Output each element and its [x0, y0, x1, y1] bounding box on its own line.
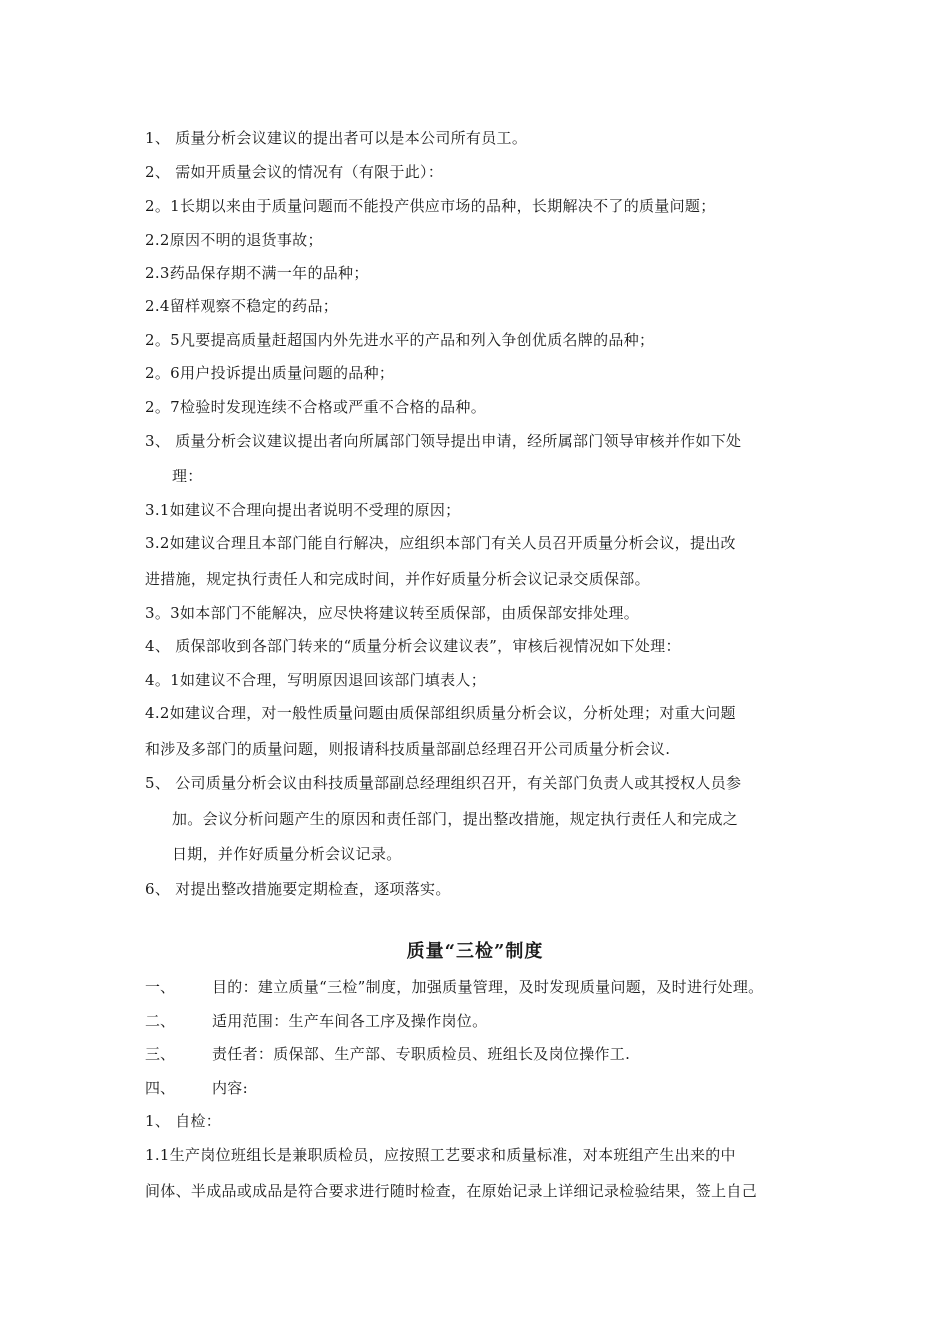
section-number: 四、 — [145, 1079, 176, 1097]
section-number: 二、 — [145, 1012, 176, 1030]
text-line: 和涉及多部门的质量问题，则报请科技质量部副总经理召开公司质量分析会议. — [145, 740, 671, 758]
section-title: 质量“三检”制度 — [406, 941, 544, 962]
section-text: 内容: — [212, 1079, 248, 1097]
text-line: 4、 质保部收到各部门转来的“质量分析会议建议表”，审核后视情况如下处理： — [145, 637, 681, 655]
text-line: 日期，并作好质量分析会议记录。 — [172, 845, 402, 863]
text-line: 3.2如建议合理且本部门能自行解决，应组织本部门有关人员召开质量分析会议，提出改 — [145, 534, 736, 552]
text-line: 进措施，规定执行责任人和完成时间，并作好质量分析会议记录交质保部。 — [145, 570, 650, 588]
text-line: 2。1长期以来由于质量问题而不能投产供应市场的品种，长期解决不了的质量问题； — [145, 197, 716, 215]
text-line: 1、 自检： — [145, 1112, 222, 1130]
text-line: 2.4留样观察不稳定的药品； — [145, 297, 339, 315]
text-line: 1、 质量分析会议建议的提出者可以是本公司所有员工。 — [145, 129, 528, 147]
text-line: 6、 对提出整改措施要定期检查，逐项落实。 — [145, 880, 451, 898]
section-text: 责任者：质保部、生产部、专职质检员、班组长及岗位操作工. — [212, 1045, 631, 1063]
text-line: 加。会议分析问题产生的原因和责任部门，提出整改措施，规定执行责任人和完成之 — [172, 810, 739, 828]
section-text: 适用范围：生产车间各工序及操作岗位。 — [212, 1012, 488, 1030]
text-line: 2。6用户投诉提出质量问题的品种； — [145, 364, 395, 382]
text-line: 3。3如本部门不能解决，应尽快将建议转至质保部，由质保部安排处理。 — [145, 604, 639, 622]
text-line: 2.3药品保存期不满一年的品种； — [145, 264, 369, 282]
section-text: 目的：建立质量“三检”制度，加强质量管理，及时发现质量问题，及时进行处理。 — [212, 978, 764, 996]
text-line: 2。5凡要提高质量赶超国内外先进水平的产品和列入争创优质名牌的品种； — [145, 331, 655, 349]
text-line: 5、 公司质量分析会议由科技质量部副总经理组织召开，有关部门负责人或其授权人员参 — [145, 774, 742, 792]
text-line: 间体、半成品或成品是符合要求进行随时检查，在原始记录上详细记录检验结果，签上自己 — [145, 1182, 758, 1200]
text-line: 2.2原因不明的退货事故； — [145, 231, 323, 249]
text-line: 2。7检验时发现连续不合格或严重不合格的品种。 — [145, 398, 486, 416]
text-line: 3.1如建议不合理向提出者说明不受理的原因； — [145, 501, 461, 519]
section-number: 一、 — [145, 978, 176, 996]
text-line: 1.1生产岗位班组长是兼职质检员，应按照工艺要求和质量标准，对本班组产生出来的中 — [145, 1146, 736, 1164]
section-number: 三、 — [145, 1045, 176, 1063]
text-line: 理： — [172, 467, 203, 485]
text-line: 2、 需如开质量会议的情况有（有限于此）： — [145, 163, 444, 181]
text-line: 3、 质量分析会议建议提出者向所属部门领导提出申请，经所属部门领导审核并作如下处 — [145, 432, 742, 450]
text-line: 4.2如建议合理，对一般性质量问题由质保部组织质量分析会议，分析处理；对重大问题 — [145, 704, 736, 722]
text-line: 4。1如建议不合理，写明原因退回该部门填表人； — [145, 671, 486, 689]
